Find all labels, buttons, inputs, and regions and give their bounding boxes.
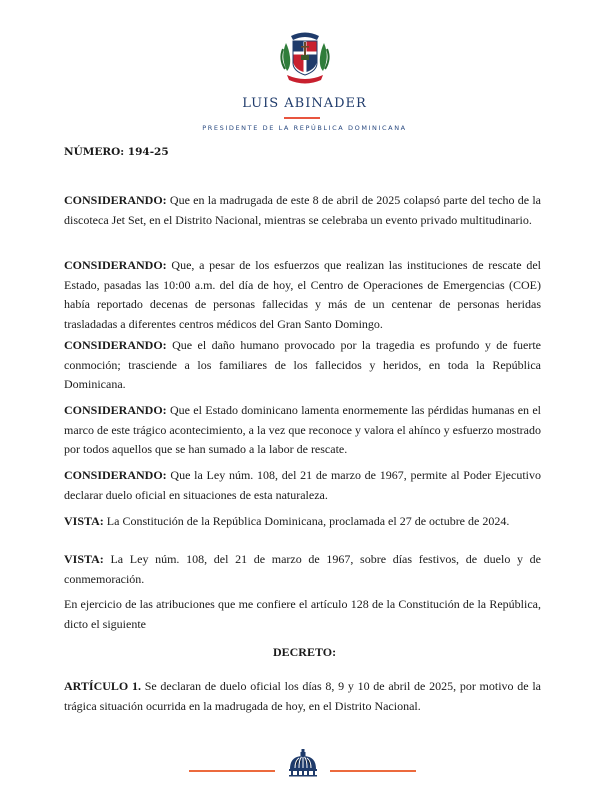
considerando-paragraph: [64, 191, 541, 230]
paragraph-lead: CONSIDERANDO:: [64, 258, 167, 272]
dominican-coat-of-arms-icon: [277, 27, 333, 87]
paragraph-lead: CONSIDERANDO:: [64, 468, 167, 482]
president-title: PRESIDENTE DE LA REPÚBLICA DOMINICANA: [202, 124, 407, 132]
articulo-text: Se declaran de duelo oficial los días 8, 9 y 10 de abril de 2025, por motivo de la trágica situación ocurrida en la madrugada de hoy, en el Distrito Nacional.: [64, 679, 541, 713]
paragraph-text: Que el daño humano provocado por la tragedia es profundo y de fuerte conmoción; trasciende a los familiares de los fallecidos y heridos, en toda la República Dominicana.: [64, 338, 541, 392]
considerando-paragraph: [64, 336, 541, 395]
vista-paragraph: [64, 512, 541, 532]
vista-paragraph: [64, 550, 541, 589]
ejercicio-paragraph: [64, 595, 541, 634]
president-name: LUIS ABINADER: [242, 96, 367, 111]
paragraph-text: En ejercicio de las atribuciones que me confiere el artículo 128 de la Constitución de la República, dicto el siguiente: [64, 597, 541, 631]
paragraph-lead: CONSIDERANDO:: [64, 193, 167, 207]
paragraph-text: La Ley núm. 108, del 21 de marzo de 1967, sobre días festivos, de duelo y de conmemoración.: [64, 552, 541, 586]
paragraph-lead: CONSIDERANDO:: [64, 403, 167, 417]
paragraph-lead: VISTA:: [64, 552, 104, 566]
paragraph-text: La Constitución de la República Dominicana, proclamada el 27 de octubre de 2024.: [103, 514, 510, 528]
articulo-lead: ARTÍCULO 1.: [64, 679, 141, 693]
paragraph-text: Que el Estado dominicano lamenta enormemente las pérdidas humanas en el marco de este trágico acontecimiento, a la vez que reconoce y valora el ahínco y esfuerzo mostrado por todos aquellos que se han sumado a la labor de rescate.: [64, 403, 541, 457]
considerando-paragraph: [64, 466, 541, 505]
national-palace-dome-icon: [287, 748, 319, 778]
paragraph-text: Que la Ley núm. 108, del 21 de marzo de 1967, permite al Poder Ejecutivo declarar duelo oficial en situaciones de esta naturaleza.: [64, 468, 541, 502]
paragraph-lead: VISTA:: [64, 514, 104, 528]
decreto-heading: DECRETO:: [272, 645, 337, 659]
considerando-paragraph: [64, 401, 541, 460]
footer-line-left: [189, 770, 275, 772]
considerando-paragraph: [64, 256, 541, 335]
paragraph-text: Que, a pesar de los esfuerzos que realizan las instituciones de rescate del Estado, pasadas las 10:00 a.m. del día de hoy, el Centro de Operaciones de Emergencias (COE) había reportado decenas de personas fallecidas y más de un centenar de personas heridas trasladadas a diferentes centros médicos del Gran Santo Domingo.: [64, 258, 541, 332]
footer-line-right: [330, 770, 416, 772]
paragraph-text: Que en la madrugada de este 8 de abril de 2025 colapsó parte del techo de la discoteca Jet Set, en el Distrito Nacional, mientras se celebraba un evento privado multitudinario.: [64, 193, 541, 227]
name-underline-divider: [284, 117, 320, 119]
paragraph-lead: CONSIDERANDO:: [64, 338, 167, 352]
articulo-paragraph: [64, 677, 541, 716]
decree-number: NÚMERO: 194-25: [64, 146, 169, 158]
